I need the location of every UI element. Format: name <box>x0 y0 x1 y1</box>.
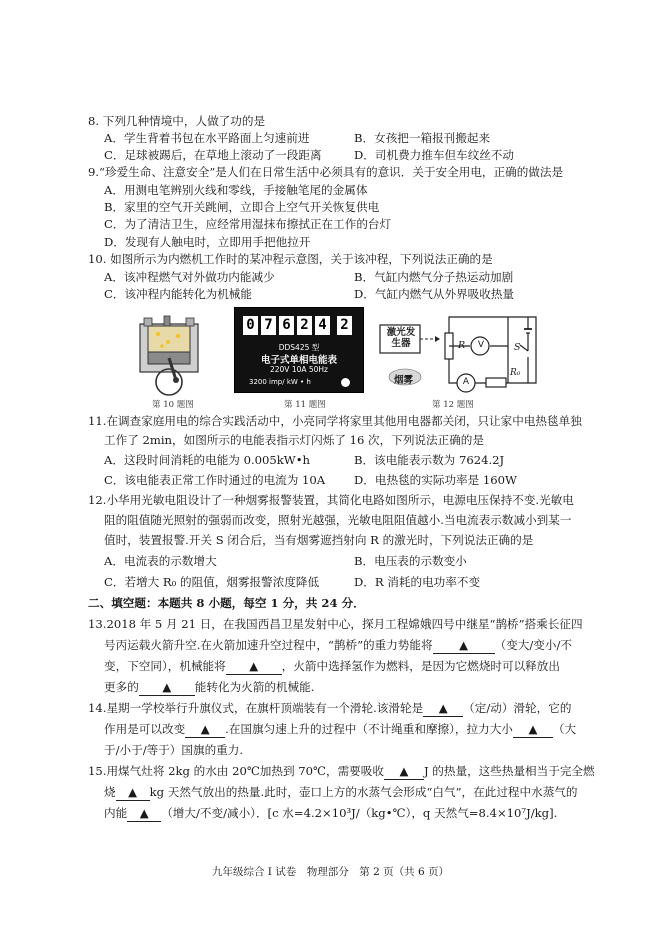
q15-line-2 <box>104 785 577 801</box>
q11-option-a: A．这段时间消耗的电能为 0.005kW•h <box>104 453 311 467</box>
meter-digit: 6 <box>279 316 294 335</box>
q15-line-1 <box>88 764 595 780</box>
q13-text: 更多的 <box>104 680 139 694</box>
q9-option-b: B．家里的空气开关跳闸，立即合上空气开关恢复供电 <box>104 200 380 214</box>
q9-option-d: D．发现有人触电时，立即用手把他拉开 <box>104 235 311 249</box>
answer-blank[interactable]: ▲ <box>139 680 195 696</box>
meter-spec: 220V 10A 50Hz <box>269 365 328 374</box>
q13-text: 能转化为火箭的机械能. <box>194 680 315 694</box>
q9-option-c: C．为了清洁卫生，应经常用湿抹布擦拭正在工作的台灯 <box>104 217 392 231</box>
fig10-caption: 第 10 题图 <box>152 400 194 410</box>
q14-line-2 <box>104 722 576 738</box>
q10-option-d: D．气缸内燃气从外界吸收热量 <box>354 287 515 301</box>
q11-stem-2: 工作了 2min，如图所示的电能表指示灯闪烁了 16 次，下列说法正确的是 <box>104 433 484 447</box>
q12-option-a: A．电流表的示数增大 <box>104 554 217 568</box>
meter-digit: 2 <box>297 316 312 335</box>
q12-option-b: B．电压表的示数变小 <box>354 554 467 568</box>
q9-stem: 9.“珍爱生命、注意安全”是人们在日常生活中必须具有的意识．关于安全用电，正确的做法是 <box>88 165 564 179</box>
answer-blank[interactable]: ▲ <box>116 785 150 801</box>
q14-line-1 <box>88 701 571 717</box>
q8-option-a: A．学生背着书包在水平路面上匀速前进 <box>104 131 310 145</box>
meter-name: 电子式单相电能表 <box>260 355 337 366</box>
q8-option-c: C．足球被踢后，在草地上滚动了一段距离 <box>104 148 322 162</box>
answer-blank[interactable]: ▲ <box>127 806 161 822</box>
meter-model: DDS425 型 <box>278 343 320 352</box>
indicator-light-icon <box>341 378 350 387</box>
q13-text: 号丙运载火箭升空.在火箭加速升空过程中，“鹊桥”的重力势能将 <box>104 638 433 652</box>
answer-blank[interactable]: ▲ <box>226 659 282 675</box>
meter-imp: 3200 imp/ kW • h <box>249 378 311 386</box>
meter-digit: 0 <box>243 316 258 335</box>
answer-blank[interactable]: ▲ <box>423 701 463 717</box>
q10-option-a: A．该冲程燃气对外做功内能减少 <box>104 270 275 284</box>
q14-text: （大 <box>552 722 577 736</box>
switch-label: S <box>514 342 521 353</box>
q10-option-c: C．该冲程内能转化为机械能 <box>104 287 252 301</box>
q8-option-d: D．司机费力推车但车纹丝不动 <box>354 148 515 162</box>
q12-stem-1: 12.小华用光敏电阻设计了一种烟雾报警装置，其简化电路如图所示，电源电压保持不变.光敏电 <box>88 493 574 507</box>
q15-text: 烧 <box>104 785 116 799</box>
fig11-caption: 第 11 题图 <box>284 400 326 410</box>
q14-text: 14.星期一学校举行升旗仪式，在旗杆顶端装有一个滑轮.该滑轮是 <box>88 701 424 715</box>
answer-blank[interactable]: ▲ <box>185 722 225 738</box>
q14-text: .在国旗匀速上升的过程中（不计绳重和摩擦），拉力大小 <box>225 722 513 736</box>
q11-option-b: B．该电能表示数为 7624.2J <box>354 453 505 467</box>
q14-text: （定/动）滑轮，它的 <box>463 701 572 715</box>
q13-text: 变，下空同），机械能将 <box>104 659 226 673</box>
q11-option-d: D．电热毯的实际功率是 160W <box>354 473 517 487</box>
q15-text: 15.用煤气灶将 2kg 的水由 20℃加热到 70℃，需要吸收 <box>88 764 384 778</box>
q12-stem-2: 阻的阻值随光照射的强弱而改变，照射光越强，光敏电阻阻值越小.当电流表示数减小到某一 <box>104 513 572 527</box>
answer-blank[interactable]: ▲ <box>384 764 424 780</box>
q15-text: J 的热量，这些热量相当于完全燃 <box>423 764 595 778</box>
q10-stem: 10. 如图所示为内燃机工作时的某冲程示意图，关于该冲程，下列说法正确的是 <box>88 252 493 266</box>
voltmeter-icon: V <box>477 340 485 350</box>
meter-digits <box>243 316 352 335</box>
ammeter-icon: A <box>462 377 470 387</box>
smoke-label: 烟雾 <box>394 375 414 386</box>
r-label: R <box>458 340 466 351</box>
q10-option-b: B．气缸内燃气分子热运动加剧 <box>354 270 514 284</box>
q9-option-a: A．用测电笔辨别火线和零线，手接触笔尾的金属体 <box>104 183 368 197</box>
q8-stem: 8. 下列几种情境中，人做了功的是 <box>88 114 266 128</box>
q8-option-b: B．女孩把一箱报刊搬起来 <box>354 131 491 145</box>
q14-line-3: 于/小于/等于）国旗的重力. <box>104 743 244 757</box>
q12-stem-3: 值时，装置报警.开关 S 闭合后，当有烟雾遮挡射向 R 的激光时，下列说法正确的是 <box>104 533 534 547</box>
q15-line-3 <box>104 806 557 822</box>
q11-option-c: C．该电能表正常工作时通过的电流为 10A <box>104 473 326 487</box>
q15-text: kg 天然气放出的热量.此时，壶口上方的水蒸气会形成“白气”，在此过程中水蒸气的 <box>149 785 578 799</box>
q11-stem-1: 11.在调查家庭用电的综合实践活动中，小亮同学将家里其他用电器都关闭，只让家中电热毯单独 <box>88 414 582 428</box>
q13-line-2 <box>104 638 572 654</box>
q13-text: ，火箭中选择氢作为燃料，是因为它燃烧时可以释放出 <box>281 659 560 673</box>
meter-digit: 4 <box>315 316 330 335</box>
q13-line-1: 13.2018 年 5 月 21 日，在我国西昌卫星发射中心，探月工程嫦娥四号中继星“鹊桥”搭乘长征四 <box>88 617 583 631</box>
fig12-caption: 第 12 题图 <box>432 400 474 410</box>
page-footer: 九年级综合 I 试卷 物理部分 第 2 页（共 6 页） <box>211 866 450 878</box>
q12-option-d: D．R 消耗的电功率不变 <box>354 575 481 589</box>
r0-label: R₀ <box>510 368 521 378</box>
q14-text: 作用是可以改变 <box>104 722 186 736</box>
q13-line-3 <box>104 659 560 675</box>
energy-meter <box>234 307 364 393</box>
answer-blank[interactable]: ▲ <box>513 722 553 738</box>
section-2-heading: 二、填空题：本题共 8 小题，每空 1 分，共 24 分． <box>88 596 365 610</box>
q13-text: （变大/变小/不 <box>494 638 572 652</box>
answer-blank[interactable]: ▲ <box>433 638 495 654</box>
laser-label: 激光发生器 <box>386 327 416 349</box>
q13-line-4 <box>104 680 314 696</box>
q12-option-c: C．若增大 R₀ 的阻值，烟雾报警浓度降低 <box>104 575 320 589</box>
q15-text: （增大/不变/减小）．[c 水=4.2×10³J/（kg•℃），q 天然气=8.4×10⁷J/kg]. <box>161 806 558 820</box>
meter-digit: 7 <box>261 316 276 335</box>
q15-text: 内能 <box>104 806 128 820</box>
meter-digit: 2 <box>337 316 352 335</box>
engine-figure <box>126 314 212 398</box>
